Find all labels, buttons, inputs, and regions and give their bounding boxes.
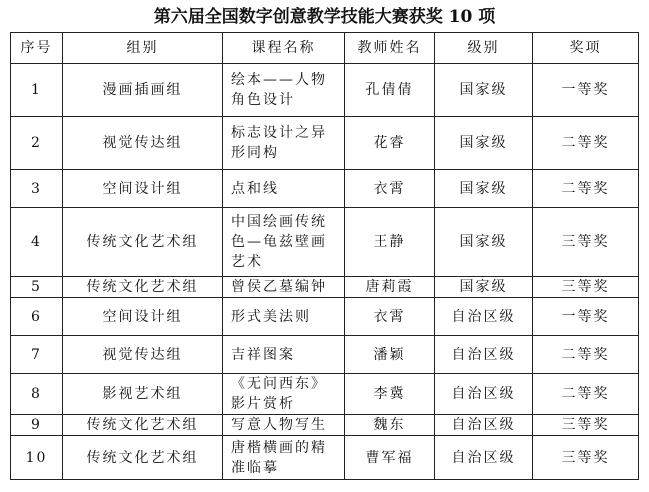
row-number-cell: 10 xyxy=(11,436,63,480)
table-header-row xyxy=(11,33,639,64)
row-number-cell: 3 xyxy=(11,170,63,208)
award-cell: 二等奖 xyxy=(533,170,639,208)
group-cell: 传统文化艺术组 xyxy=(63,436,223,480)
table-row xyxy=(11,277,639,298)
teacher-cell: 潘颖 xyxy=(345,336,435,374)
table-row xyxy=(11,436,639,480)
table-row xyxy=(11,170,639,208)
table-row xyxy=(11,298,639,336)
group-cell: 空间设计组 xyxy=(63,170,223,208)
row-number-cell: 4 xyxy=(11,208,63,277)
course-cell: 点和线 xyxy=(223,170,345,208)
award-cell: 二等奖 xyxy=(533,336,639,374)
row-number-cell: 8 xyxy=(11,374,63,415)
table-row xyxy=(11,336,639,374)
course-cell: 形式美法则 xyxy=(223,298,345,336)
group-cell: 视觉传达组 xyxy=(63,117,223,170)
course-cell: 《无问西东》影片赏析 xyxy=(223,374,345,415)
header-no: 序号 xyxy=(11,33,63,64)
award-cell: 三等奖 xyxy=(533,208,639,277)
level-cell: 国家级 xyxy=(435,117,533,170)
group-cell: 空间设计组 xyxy=(63,298,223,336)
level-cell: 国家级 xyxy=(435,64,533,117)
award-cell: 三等奖 xyxy=(533,436,639,480)
award-cell: 二等奖 xyxy=(533,374,639,415)
teacher-cell: 曹军福 xyxy=(345,436,435,480)
group-cell: 传统文化艺术组 xyxy=(63,208,223,277)
row-number-cell: 7 xyxy=(11,336,63,374)
level-cell: 国家级 xyxy=(435,170,533,208)
table-row xyxy=(11,415,639,436)
level-cell: 国家级 xyxy=(435,277,533,298)
level-cell: 自治区级 xyxy=(435,336,533,374)
header-group: 组别 xyxy=(63,33,223,64)
award-cell: 二等奖 xyxy=(533,117,639,170)
table-row xyxy=(11,208,639,277)
awards-table xyxy=(10,32,639,480)
table-row xyxy=(11,64,639,117)
row-number-cell: 6 xyxy=(11,298,63,336)
teacher-cell: 衣霄 xyxy=(345,170,435,208)
row-number-cell: 2 xyxy=(11,117,63,170)
award-cell: 一等奖 xyxy=(533,64,639,117)
row-number-cell: 1 xyxy=(11,64,63,117)
group-cell: 传统文化艺术组 xyxy=(63,277,223,298)
course-cell: 吉祥图案 xyxy=(223,336,345,374)
teacher-cell: 魏东 xyxy=(345,415,435,436)
teacher-cell: 孔倩倩 xyxy=(345,64,435,117)
header-level: 级别 xyxy=(435,33,533,64)
course-cell: 写意人物写生 xyxy=(223,415,345,436)
level-cell: 自治区级 xyxy=(435,415,533,436)
row-number-cell: 9 xyxy=(11,415,63,436)
award-cell: 三等奖 xyxy=(533,415,639,436)
teacher-cell: 衣霄 xyxy=(345,298,435,336)
row-number-cell: 5 xyxy=(11,277,63,298)
teacher-cell: 李冀 xyxy=(345,374,435,415)
course-cell: 标志设计之异形同构 xyxy=(223,117,345,170)
teacher-cell: 花睿 xyxy=(345,117,435,170)
group-cell: 传统文化艺术组 xyxy=(63,415,223,436)
teacher-cell: 王静 xyxy=(345,208,435,277)
table-row xyxy=(11,117,639,170)
table-row xyxy=(11,374,639,415)
group-cell: 漫画插画组 xyxy=(63,64,223,117)
level-cell: 自治区级 xyxy=(435,298,533,336)
course-cell: 绘本——人物角色设计 xyxy=(223,64,345,117)
level-cell: 自治区级 xyxy=(435,436,533,480)
course-cell: 唐楷横画的精准临摹 xyxy=(223,436,345,480)
group-cell: 视觉传达组 xyxy=(63,336,223,374)
award-cell: 一等奖 xyxy=(533,298,639,336)
header-course: 课程名称 xyxy=(223,33,345,64)
group-cell: 影视艺术组 xyxy=(63,374,223,415)
teacher-cell: 唐莉霞 xyxy=(345,277,435,298)
level-cell: 自治区级 xyxy=(435,374,533,415)
award-cell: 三等奖 xyxy=(533,277,639,298)
course-cell: 曾侯乙墓编钟 xyxy=(223,277,345,298)
level-cell: 国家级 xyxy=(435,208,533,277)
course-cell: 中国绘画传统色—龟兹壁画艺术 xyxy=(223,208,345,277)
header-award: 奖项 xyxy=(533,33,639,64)
header-teacher: 教师姓名 xyxy=(345,33,435,64)
page-title: 第六届全国数字创意教学技能大赛获奖 10 项 xyxy=(153,7,496,27)
